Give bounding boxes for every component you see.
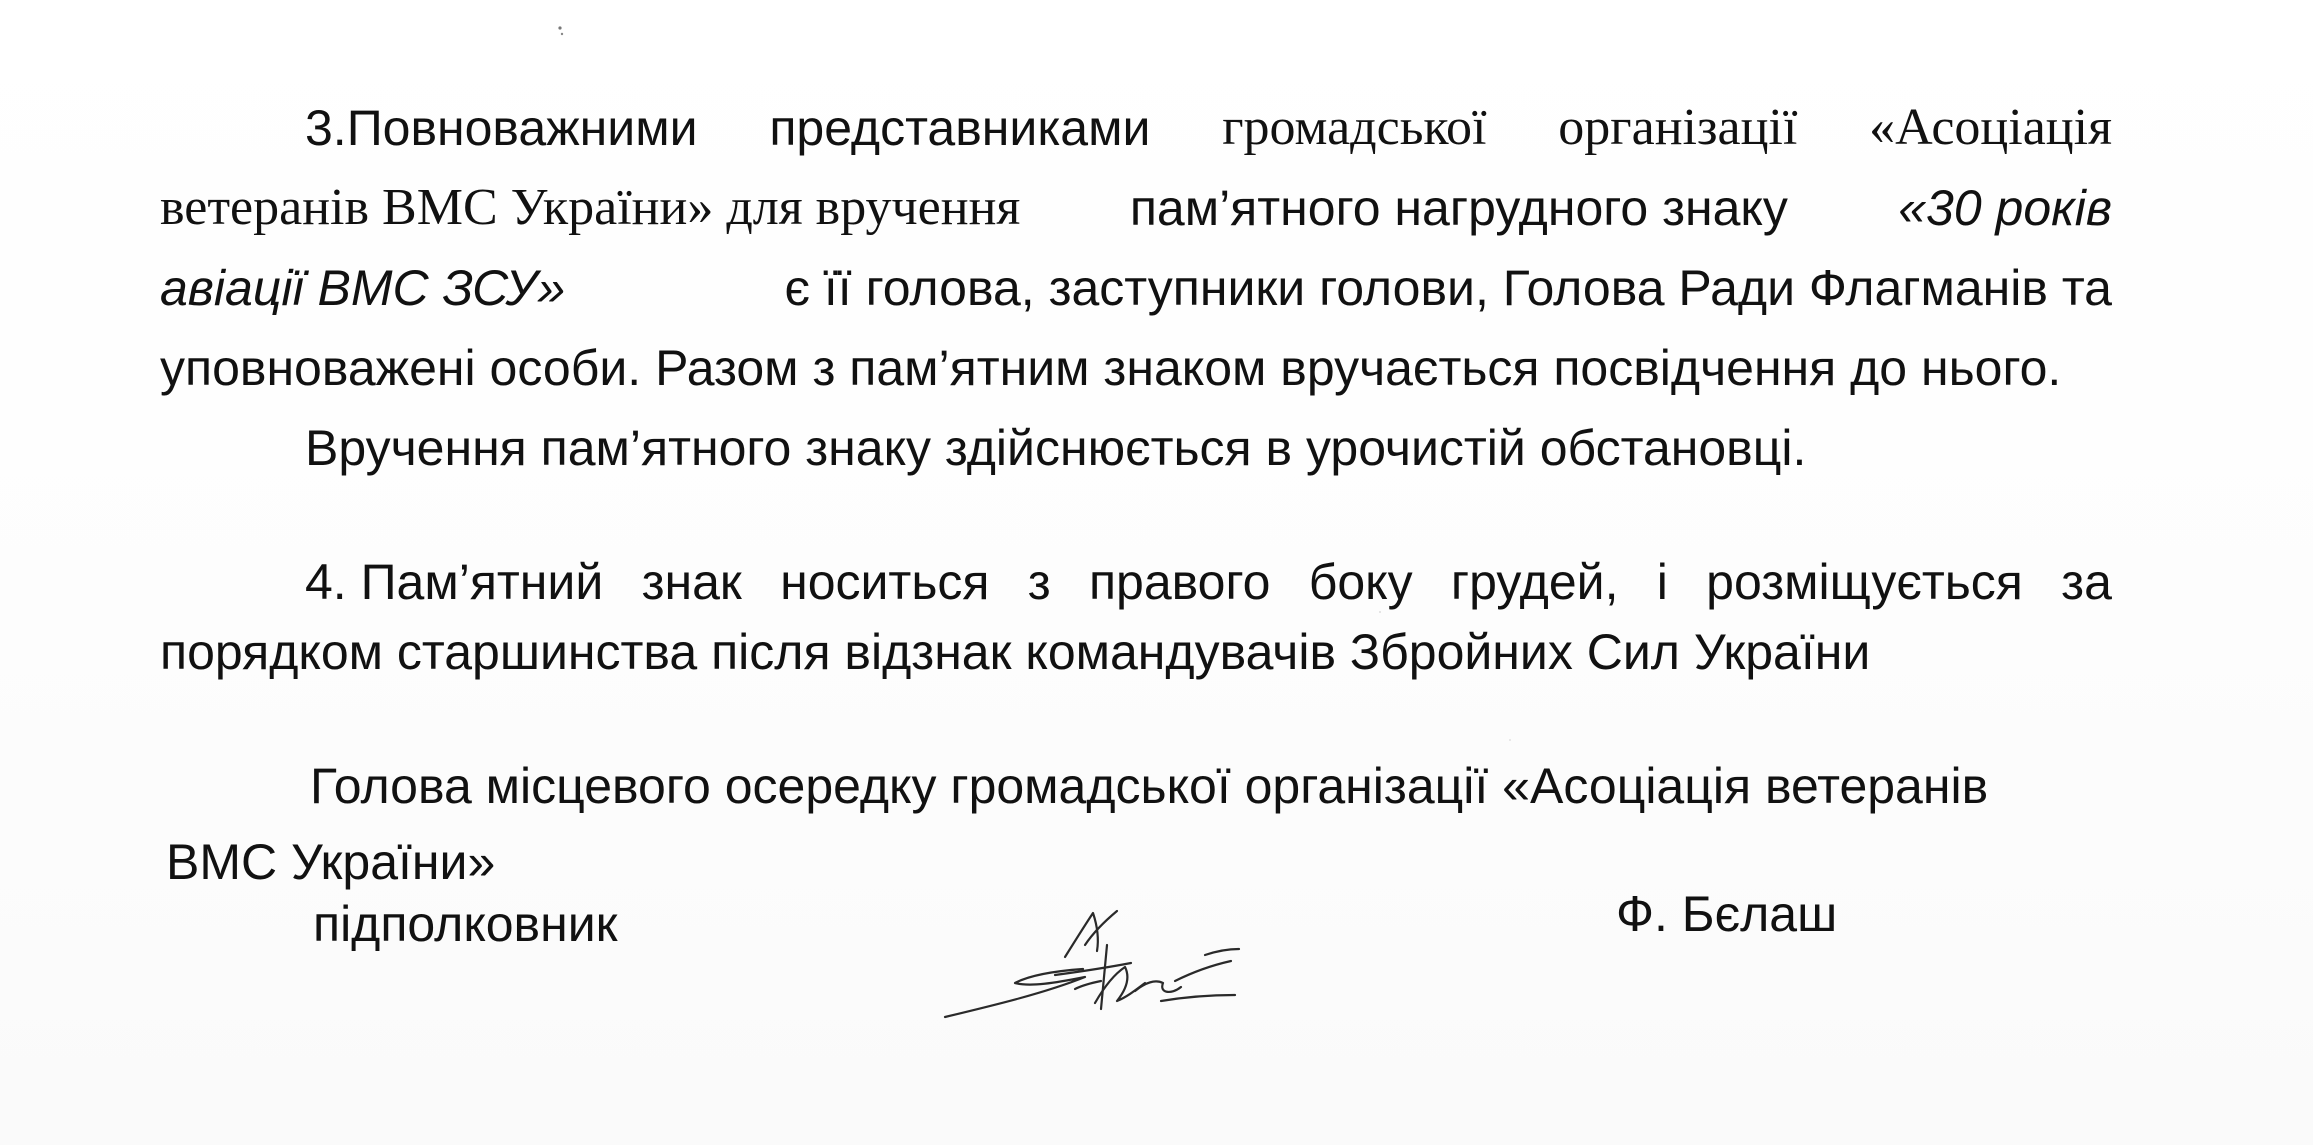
para3-line3-italic: авіації ВМС ЗСУ» — [160, 260, 566, 316]
signatory-rank: підполковник — [313, 896, 618, 952]
handwritten-signature — [935, 905, 1265, 1035]
para3-line2-italic: «30 років — [1898, 180, 2112, 236]
para4-word: знак — [641, 554, 742, 610]
para3-line1 — [305, 98, 2112, 158]
para3-word: організації — [1558, 99, 1798, 156]
para4-word: і — [1656, 554, 1668, 610]
para4-line1 — [305, 552, 2112, 612]
para3-word: представниками — [769, 100, 1151, 156]
para4-word: правого — [1088, 554, 1271, 610]
para3-word: «Асоціація — [1869, 99, 2112, 156]
para-ceremony: Вручення пам’ятного знаку здійснюється в урочистій обстановці. — [305, 420, 1807, 476]
para4-word: 4. Пам’ятний — [305, 554, 604, 610]
para4-word: грудей, — [1450, 554, 1619, 610]
para3-word: громадської — [1222, 99, 1487, 156]
signatory-title-line1: Голова місцевого осередку громадської організації «Асоціація ветеранів — [310, 758, 1989, 814]
para4-word: розміщується — [1706, 554, 2023, 610]
para3-line3-rest: є її голова, заступники голови, Голова Ради Флагманів та — [770, 260, 2112, 316]
signatory-title-line2: ВМС України» — [166, 834, 496, 890]
para4-line2: порядком старшинства після відзнак командувачів Збройних Сил України — [160, 624, 1871, 680]
para4-word: носиться — [780, 554, 990, 610]
para4-word: боку — [1308, 554, 1413, 610]
signatory-name: Ф. Бєлаш — [1616, 886, 1838, 942]
para3-word: 3.Повноважними — [305, 100, 698, 156]
para3-line3 — [160, 258, 2112, 318]
para4-word: за — [2061, 554, 2112, 610]
para3-line4: уповноважені особи. Разом з пам’ятним знаком вручається посвідчення до нього. — [160, 340, 2062, 396]
para3-line2 — [160, 178, 2112, 238]
para3-line2-sans: пам’ятного нагрудного знаку — [1129, 180, 1802, 236]
para3-line2-serif: ветеранів ВМС України» для вручення — [160, 179, 1034, 236]
para4-word: з — [1027, 554, 1051, 610]
